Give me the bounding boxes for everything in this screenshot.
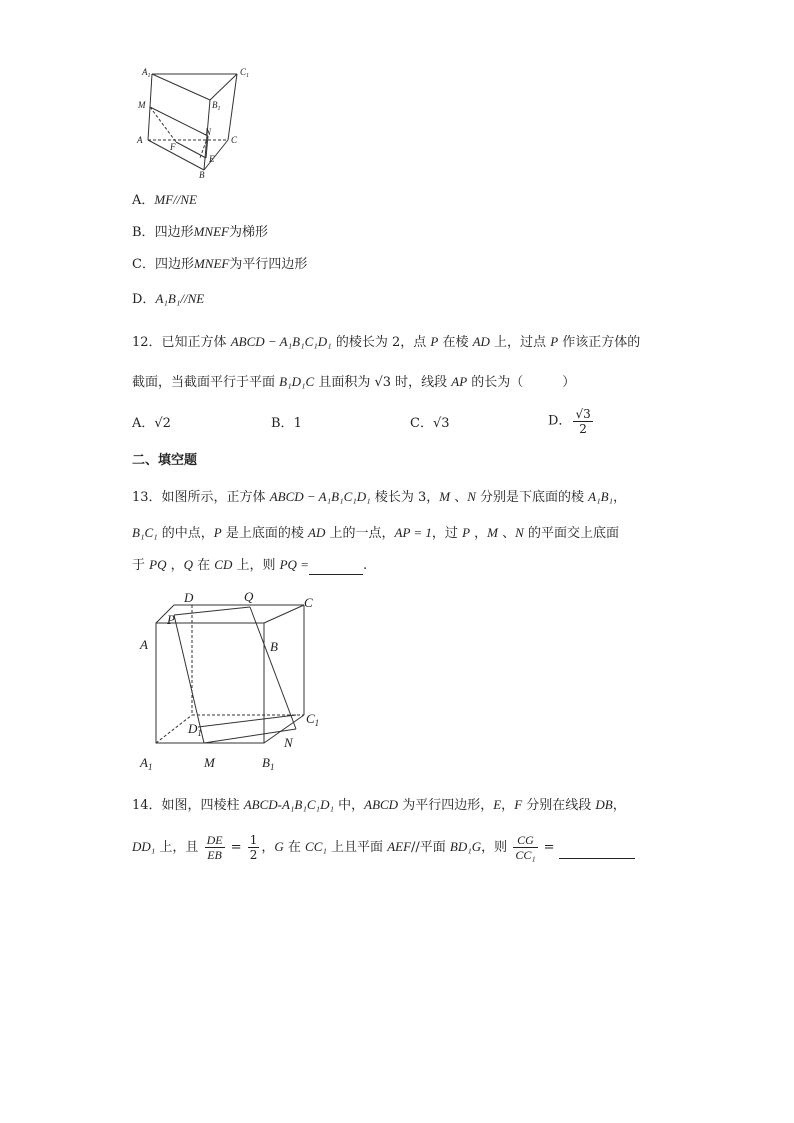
section-heading: 二、填空题 (132, 453, 198, 468)
q13-line-3: 于 PQ ，Q 在 CD 上，则 PQ = . (132, 557, 368, 573)
fig2-label-d1: $D_1$ (188, 721, 202, 738)
fig2-label-b: B (270, 639, 278, 654)
fig1-label-e: E (209, 154, 215, 164)
fig2-label-p: P (167, 612, 175, 627)
q11-option-a: A．MF//NE (132, 192, 197, 208)
fig2-label-b1: $B_1$ (262, 755, 275, 772)
q14-line-1: 14．如图，四棱柱 ABCD-A₁B₁C₁D₁ 中，ABCD 为平行四边形，E，F 分别在线段 DB， (132, 797, 626, 813)
q13-line-1: 13．如图所示，正方体 ABCD − A₁B₁C₁D₁ 棱长为 3，M 、N 分别是下底面的棱 A₁B₁， (132, 489, 627, 505)
q12-option-a: A．√2 (132, 416, 171, 431)
fig1-label-m: M (138, 100, 146, 110)
fig2-label-a: A (140, 637, 148, 652)
fig2-label-m: M (204, 755, 215, 770)
fig2-label-n: N (284, 735, 293, 750)
q14-line-2: DD₁ 上，且 $\frac{DE}{EB}$ = $\frac{1}{2}$ ，G 在 CC₁ 上且平面 AEF//平面 BD₁G，则 $\frac{CG}{\text{CC₁}}$ = (132, 824, 635, 865)
q11-option-d: D．A₁B₁//NE (132, 291, 205, 307)
fig1-label-c1: $C_1$ (240, 67, 250, 79)
q12-line-1: 12．已知正方体 ABCD − A₁B₁C₁D₁ 的棱长为 2，点 P 在棱 AD 上，过点 P 作该正方体的 (132, 334, 641, 350)
fig2-label-c: C (304, 595, 313, 610)
fig2-label-d: D (184, 590, 194, 605)
fig1-label-f: F (170, 142, 176, 152)
fig2-label-c1: $C_1$ (306, 711, 320, 728)
q11-option-c: C．四边形MNEF为平行四边形 (132, 256, 308, 272)
fig1-label-n: N (205, 127, 212, 137)
q11-option-b: B．四边形MNEF为梯形 (132, 224, 268, 240)
fig2-label-a1: $A_1$ (140, 755, 153, 772)
fig1-label-b: B (199, 170, 205, 180)
fig1-label-b1: $B_1$ (212, 100, 221, 112)
q12-option-b: B．1 (271, 416, 302, 431)
q14-answer-blank[interactable] (559, 824, 635, 859)
q12-line-2: 截面，当截面平行于平面 B₁D₁C 且面积为 √3 时，线段 AP 的长为（ ） (132, 374, 576, 390)
q13-line-2: B₁C₁ 的中点，P 是上底面的棱 AD 上的一点，AP = 1，过 P ，M 、N 的平面交上底面 (132, 525, 619, 541)
q12-option-d: D． $\frac{√3}{2}$ (548, 407, 591, 436)
cube-figure (132, 585, 332, 775)
fig1-label-a1: $A_1$ (142, 67, 151, 79)
q13-answer-blank[interactable] (309, 556, 363, 575)
prism-figure (132, 62, 262, 180)
fig1-label-c: C (231, 135, 238, 145)
q12-option-c: C．√3 (410, 416, 450, 431)
fig2-label-q: Q (244, 589, 254, 604)
fig1-label-a: A (137, 135, 143, 145)
